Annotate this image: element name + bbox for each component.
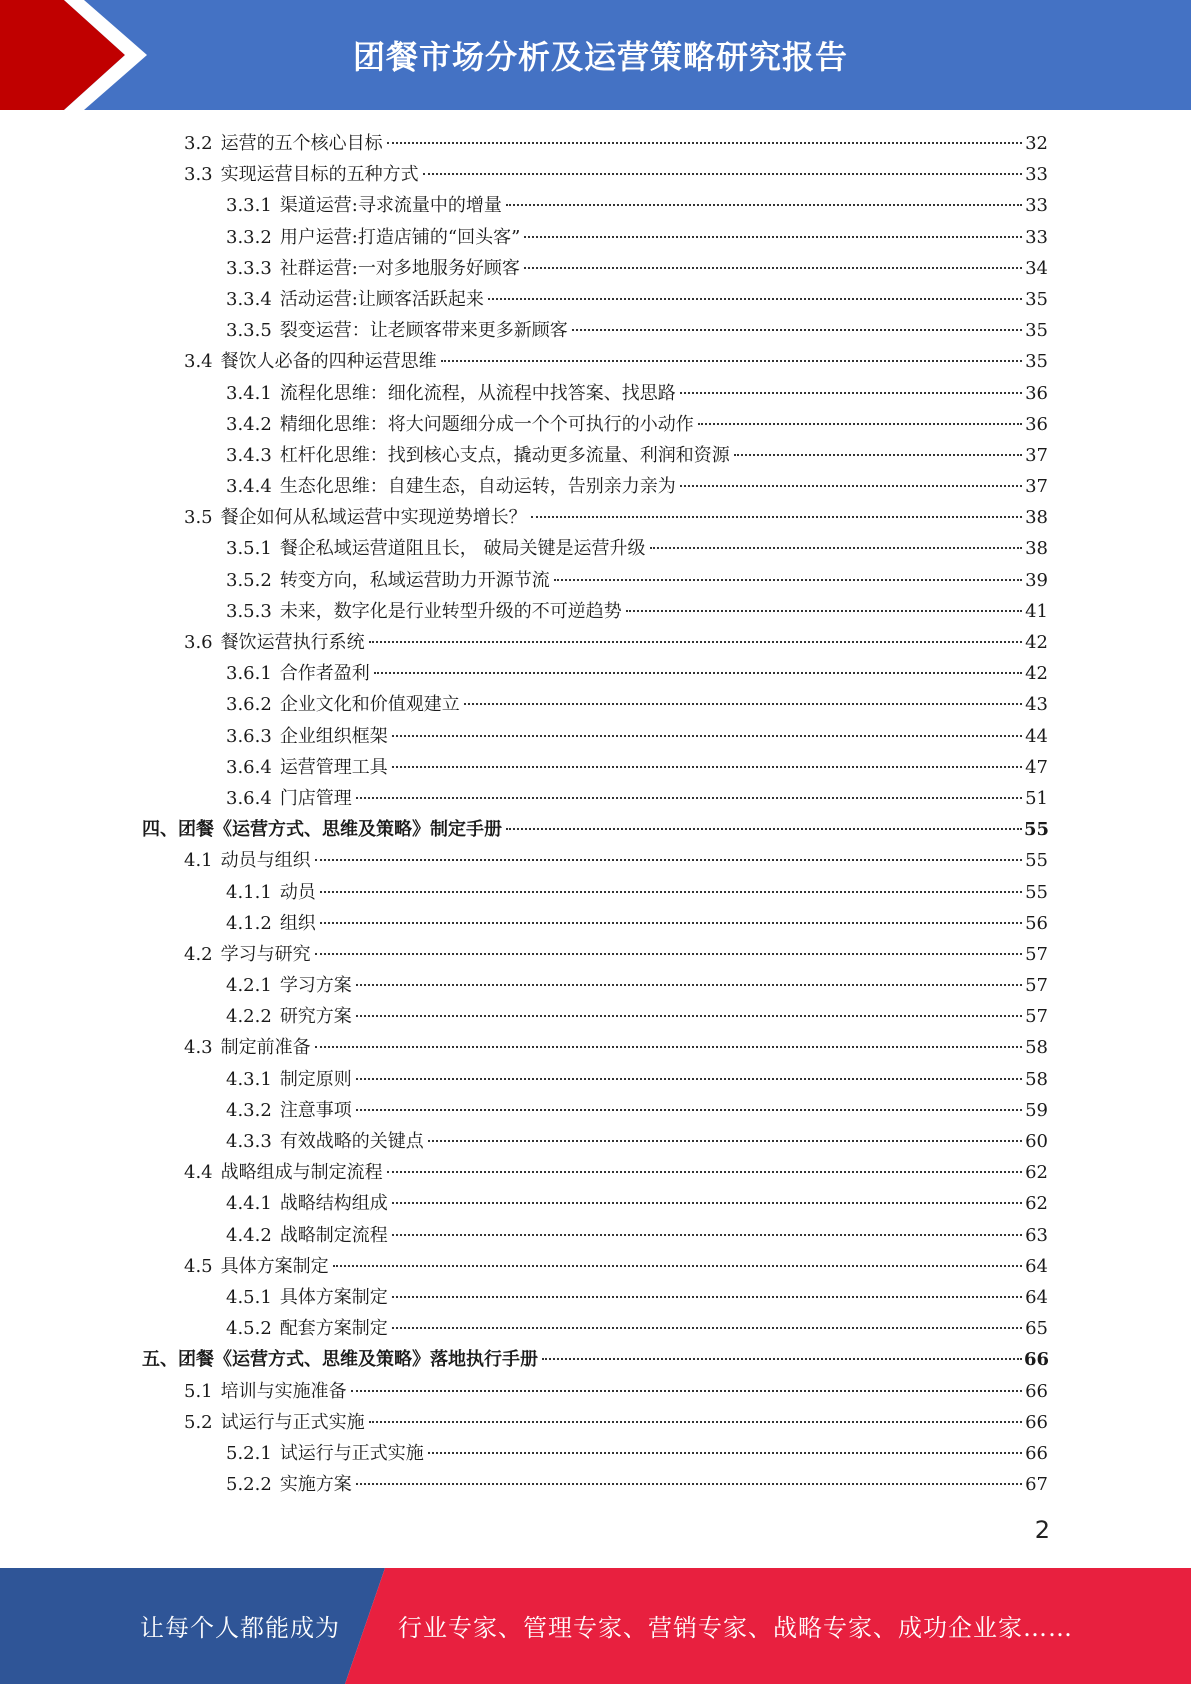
dot-leader: [374, 671, 1022, 674]
toc-entry-label: [226, 783, 354, 814]
toc-entry-title: 有效战略的关键点: [279, 1131, 424, 1152]
toc-entry-number: 3.6.4: [226, 787, 272, 809]
toc-entry[interactable]: [0, 596, 1191, 627]
toc-entry-title: 研究方案: [279, 1006, 352, 1028]
toc-entry-number: 4.3.1: [226, 1068, 272, 1090]
toc-entry-page: 36: [1025, 413, 1048, 435]
toc-entry[interactable]: [0, 222, 1191, 253]
toc-entry-page: 39: [1025, 569, 1048, 591]
footer-slogan-right: 行业专家、管理专家、营销专家、战略专家、成功企业家……: [398, 1614, 1073, 1642]
toc-entry-page: 67: [1025, 1474, 1048, 1496]
toc-entry-label: [226, 1469, 354, 1500]
toc-entry-label: [184, 1157, 385, 1188]
toc-entry-label: [226, 721, 390, 752]
toc-entry-label: [184, 159, 421, 190]
toc-entry-title: 餐饮运营执行系统: [220, 632, 365, 653]
toc-entry-page: 64: [1025, 1255, 1048, 1277]
dot-leader: [356, 1077, 1022, 1080]
toc-entry[interactable]: [0, 346, 1191, 377]
toc-entry-number: 4.4.2: [226, 1224, 272, 1246]
toc-entry-page: 58: [1025, 1068, 1048, 1090]
toc-entry-title: 活动运营:让顾客活跃起来: [279, 288, 484, 310]
toc-entry-page: 57: [1025, 975, 1048, 997]
toc-entry-label: [226, 533, 648, 564]
toc-entry-label: [226, 1438, 426, 1469]
toc-entry[interactable]: [0, 409, 1191, 440]
toc-entry[interactable]: [0, 1313, 1191, 1344]
dot-leader: [369, 640, 1022, 643]
toc-entry[interactable]: [0, 502, 1191, 533]
toc-entry-label: [226, 908, 318, 939]
toc-entry-number: 3.5.3: [226, 600, 272, 622]
toc-entry-page: 33: [1025, 195, 1048, 217]
toc-entry-label: [184, 502, 529, 533]
toc-entry-page: 32: [1025, 133, 1048, 154]
toc-entry-label: [226, 409, 696, 440]
toc-entry[interactable]: [0, 284, 1191, 315]
toc-entry-title: 企业组织框架: [279, 725, 388, 747]
toc-entry-title: 生态化思维：自建生态，自动运转，告别亲力亲为: [279, 476, 676, 498]
toc-entry-number: 5.1: [184, 1380, 213, 1402]
toc-entry-page: 44: [1025, 725, 1048, 747]
toc-entry-page: 57: [1025, 1006, 1048, 1028]
toc-entry-page: 62: [1025, 1193, 1048, 1215]
toc-entry-title: 战略组成与制定流程: [220, 1162, 383, 1184]
toc-entry-title: 用户运营:打造店铺的“回头客”: [279, 226, 521, 248]
toc-entry[interactable]: [0, 1344, 1191, 1375]
toc-entry-page: 37: [1025, 444, 1048, 466]
dot-leader: [387, 141, 1022, 144]
dot-leader: [356, 1108, 1022, 1111]
toc-entry-title: 运营的五个核心目标: [220, 133, 383, 154]
dot-leader: [626, 609, 1022, 612]
toc-entry-label: [226, 565, 552, 596]
toc-entry-title: 实现运营目标的五种方式: [220, 164, 419, 186]
toc-entry[interactable]: [0, 253, 1191, 284]
toc-entry-page: 34: [1025, 257, 1048, 279]
dot-leader: [542, 1357, 1022, 1360]
toc-entry[interactable]: [0, 721, 1191, 752]
toc-entry-title: 餐企私域运营道阻且长， 破局关键是运营升级: [279, 538, 646, 560]
toc-entry-page: 42: [1025, 663, 1048, 685]
toc-entry-page: 57: [1025, 943, 1048, 965]
toc-entry-page: 35: [1025, 351, 1048, 373]
toc-entry[interactable]: [0, 190, 1191, 221]
toc-entry[interactable]: [0, 378, 1191, 409]
toc-entry-number: 3.5.2: [226, 569, 272, 591]
dot-leader: [554, 578, 1022, 581]
dot-leader: [392, 1201, 1022, 1204]
page-number: 2: [1034, 1516, 1050, 1544]
toc-entry[interactable]: [0, 939, 1191, 970]
report-title: 团餐市场分析及运营策略研究报告: [352, 38, 848, 76]
toc-entry-page: 58: [1025, 1037, 1048, 1059]
toc-entry-page: 60: [1025, 1131, 1048, 1152]
toc-entry-page: 62: [1025, 1162, 1048, 1184]
toc-entry[interactable]: [0, 471, 1191, 502]
toc-entry[interactable]: [0, 752, 1191, 783]
dot-leader: [698, 422, 1022, 425]
toc-entry-title: 四、团餐《运营方式、思维及策略》制定手册: [142, 819, 502, 841]
toc-entry[interactable]: [0, 1282, 1191, 1313]
toc-entry-number: 4.3: [184, 1037, 213, 1059]
toc-entry-label: [226, 689, 462, 720]
dot-leader: [464, 702, 1022, 705]
toc-entry-title: 制定原则: [279, 1068, 352, 1090]
toc-entry-page: 47: [1025, 756, 1048, 778]
toc-entry-number: 3.3.5: [226, 320, 272, 342]
toc-entry-page: 33: [1025, 226, 1048, 248]
toc-entry-label: [226, 1188, 390, 1219]
toc-entry-label: [184, 845, 313, 876]
toc-entry-title: 实施方案: [279, 1474, 352, 1496]
dot-leader: [315, 858, 1022, 861]
dot-leader: [351, 1389, 1022, 1392]
toc-entry[interactable]: [0, 970, 1191, 1001]
toc-entry-number: 4.3.3: [226, 1131, 272, 1152]
toc-entry-title: 试运行与正式实施: [220, 1411, 365, 1433]
toc-entry[interactable]: [0, 783, 1191, 814]
toc-entry-label: [184, 128, 385, 159]
toc-entry[interactable]: [0, 1220, 1191, 1251]
toc-entry-label: [226, 440, 732, 471]
toc-entry-number: 4.1.2: [226, 912, 272, 934]
toc-entry-number: 3.3.4: [226, 288, 272, 310]
toc-entry-number: 4.4: [184, 1162, 213, 1184]
dot-leader: [524, 235, 1022, 238]
toc-entry-title: 试运行与正式实施: [279, 1442, 424, 1464]
footer-slogan-left: 让每个人都能成为: [140, 1614, 340, 1642]
toc-entry-label: [226, 284, 486, 315]
toc-entry-title: 精细化思维：将大问题细分成一个个可执行的小动作: [279, 413, 694, 435]
dot-leader: [356, 1014, 1022, 1017]
toc-entry-label: [226, 658, 372, 689]
toc-entry-page: 64: [1025, 1286, 1048, 1308]
dot-leader: [441, 359, 1022, 362]
toc-entry-label: [226, 970, 354, 1001]
toc-entry-label: [184, 1251, 331, 1282]
toc-entry-title: 渠道运营:寻求流量中的增量: [279, 195, 502, 217]
toc-entry-page: 35: [1025, 288, 1048, 310]
page-footer: [0, 1568, 1191, 1684]
toc-entry-title: 具体方案制定: [220, 1255, 329, 1277]
toc-entry-label: [142, 1344, 540, 1375]
toc-entry-title: 战略结构组成: [279, 1193, 388, 1215]
toc-entry-page: 37: [1025, 476, 1048, 498]
toc-entry[interactable]: [0, 159, 1191, 190]
toc-entry-label: [226, 1095, 354, 1126]
toc-entry-label: [226, 1126, 426, 1157]
toc-entry-page: 42: [1025, 632, 1048, 653]
toc-entry-page: 66: [1025, 1442, 1048, 1464]
toc-entry-number: 5.2.2: [226, 1474, 272, 1496]
toc-entry[interactable]: [0, 1438, 1191, 1469]
dot-leader: [369, 1420, 1022, 1423]
toc-entry-page: 55: [1025, 850, 1048, 872]
dot-leader: [734, 453, 1022, 456]
toc-entry-page: 55: [1025, 881, 1048, 903]
toc-entry-number: 3.6.2: [226, 694, 272, 716]
toc-entry-title: 制定前准备: [220, 1037, 311, 1059]
toc-entry-label: [226, 1001, 354, 1032]
dot-leader: [392, 734, 1022, 737]
toc-entry-title: 具体方案制定: [279, 1286, 388, 1308]
toc-entry-number: 4.1.1: [226, 881, 272, 903]
dot-leader: [320, 890, 1022, 893]
toc-entry-label: [226, 471, 678, 502]
toc-entry-label: [226, 1064, 354, 1095]
toc-entry-label: [226, 1313, 390, 1344]
toc-entry-number: 3.5.1: [226, 538, 272, 560]
dot-leader: [531, 515, 1022, 518]
toc-entry-number: 3.3: [184, 164, 213, 186]
dot-leader: [392, 1233, 1022, 1236]
toc-entry-page: 55: [1024, 819, 1050, 841]
toc-entry[interactable]: [0, 533, 1191, 564]
toc-entry-number: 4.3.2: [226, 1099, 272, 1121]
toc-entry[interactable]: [0, 877, 1191, 908]
dot-leader: [506, 827, 1022, 830]
toc-entry-title: 学习与研究: [220, 943, 311, 965]
toc-entry-number: 4.5: [184, 1255, 213, 1277]
toc-entry-label: [184, 346, 439, 377]
toc-entry[interactable]: [0, 689, 1191, 720]
toc-entry-title: 五、团餐《运营方式、思维及策略》落地执行手册: [142, 1349, 538, 1371]
toc-entry-title: 杠杆化思维：找到核心支点，撬动更多流量、利润和资源: [279, 444, 730, 466]
toc-entry-label: [226, 596, 624, 627]
toc-entry[interactable]: [0, 1032, 1191, 1063]
toc-entry-page: 63: [1025, 1224, 1048, 1246]
toc-entry-number: 4.2: [184, 943, 213, 965]
toc-entry-page: 38: [1025, 507, 1048, 529]
dot-leader: [315, 952, 1022, 955]
toc-entry-title: 门店管理: [279, 787, 352, 809]
toc-entry-title: 餐饮人必备的四种运营思维: [220, 351, 437, 373]
toc-entry-page: 33: [1025, 164, 1048, 186]
toc-entry-page: 66: [1025, 1411, 1048, 1433]
toc-entry-number: 3.4: [184, 351, 213, 373]
toc-entry[interactable]: [0, 1001, 1191, 1032]
toc-entry-label: [226, 752, 390, 783]
toc-entry[interactable]: [0, 1407, 1191, 1438]
toc-entry-page: 65: [1025, 1318, 1048, 1340]
dot-leader: [333, 1264, 1022, 1267]
toc-entry-number: 3.3.1: [226, 195, 272, 217]
toc-entry-page: 41: [1025, 600, 1048, 622]
toc-entry-title: 运营管理工具: [279, 756, 388, 778]
toc-entry-label: [184, 1376, 349, 1407]
toc-entry-number: 3.3.2: [226, 226, 272, 248]
toc-entry-page: 43: [1025, 694, 1048, 716]
toc-entry-label: [184, 939, 313, 970]
dot-leader: [428, 1451, 1022, 1454]
toc-entry-title: 企业文化和价值观建立: [279, 694, 460, 716]
toc-entry-label: [226, 378, 678, 409]
toc-entry-title: 学习方案: [279, 975, 352, 997]
toc-entry[interactable]: [0, 1157, 1191, 1188]
toc-entry[interactable]: [0, 845, 1191, 876]
dot-leader: [650, 546, 1022, 549]
dot-leader: [356, 796, 1022, 799]
toc-entry[interactable]: [0, 1376, 1191, 1407]
toc-entry-number: 3.4.4: [226, 476, 272, 498]
dot-leader: [680, 391, 1022, 394]
dot-leader: [506, 203, 1022, 206]
toc-entry-number: 5.2.1: [226, 1442, 272, 1464]
toc-entry[interactable]: [0, 1188, 1191, 1219]
toc-entry-label: [226, 222, 522, 253]
dot-leader: [387, 1170, 1022, 1173]
toc-entry-label: [226, 315, 570, 346]
toc-entry[interactable]: [0, 565, 1191, 596]
toc-entry-number: 3.6.4: [226, 756, 272, 778]
toc-entry-page: 66: [1024, 1349, 1050, 1371]
table-of-contents: [0, 128, 1191, 1500]
toc-entry[interactable]: [0, 128, 1191, 159]
toc-entry-number: 4.2.1: [226, 975, 272, 997]
toc-entry[interactable]: [0, 315, 1191, 346]
toc-entry-title: 未来，数字化是行业转型升级的不可逆趋势: [279, 600, 622, 622]
toc-entry-title: 转变方向，私域运营助力开源节流: [279, 569, 550, 591]
toc-entry-page: 36: [1025, 382, 1048, 404]
toc-entry-page: 51: [1025, 787, 1048, 809]
toc-entry-number: 3.4.2: [226, 413, 272, 435]
toc-entry-page: 66: [1025, 1380, 1048, 1402]
toc-entry[interactable]: [0, 1469, 1191, 1500]
page-header: [0, 0, 1191, 110]
dot-leader: [488, 297, 1022, 300]
toc-entry-label: [226, 1220, 390, 1251]
dot-leader: [356, 1482, 1022, 1485]
toc-entry-number: 3.5: [184, 507, 213, 529]
toc-entry-number: 4.4.1: [226, 1193, 272, 1215]
toc-entry-title: 动员与组织: [220, 850, 311, 872]
toc-entry[interactable]: [0, 627, 1191, 658]
toc-entry-number: 5.2: [184, 1411, 213, 1433]
toc-entry-title: 培训与实施准备: [220, 1380, 347, 1402]
dot-leader: [572, 328, 1022, 331]
toc-entry[interactable]: [0, 814, 1191, 845]
toc-entry-number: 4.1: [184, 850, 213, 872]
toc-entry-title: 配套方案制定: [279, 1318, 388, 1340]
toc-entry[interactable]: [0, 1251, 1191, 1282]
toc-entry-title: 合作者盈利: [279, 663, 370, 685]
toc-entry-title: 组织: [279, 912, 316, 934]
dot-leader: [356, 983, 1022, 986]
toc-entry[interactable]: [0, 440, 1191, 471]
toc-entry[interactable]: [0, 908, 1191, 939]
toc-entry-title: 流程化思维：细化流程，从流程中找答案、找思路: [279, 382, 676, 404]
dot-leader: [315, 1045, 1022, 1048]
dot-leader: [428, 1139, 1022, 1142]
toc-entry-label: [184, 627, 367, 658]
toc-entry-number: 3.4.3: [226, 444, 272, 466]
toc-entry-label: [184, 1032, 313, 1063]
toc-entry-label: [226, 877, 318, 908]
toc-entry[interactable]: [0, 658, 1191, 689]
toc-entry-page: 35: [1025, 320, 1048, 342]
toc-entry-number: 3.4.1: [226, 382, 272, 404]
toc-entry-label: [184, 1407, 367, 1438]
toc-entry-number: 3.6.3: [226, 725, 272, 747]
toc-entry-number: 3.6.1: [226, 663, 272, 685]
dot-leader: [423, 172, 1022, 175]
toc-entry-number: 3.3.3: [226, 257, 272, 279]
toc-entry-label: [226, 1282, 390, 1313]
toc-entry-label: [226, 190, 504, 221]
dot-leader: [392, 1326, 1022, 1329]
toc-entry-title: 注意事项: [279, 1099, 352, 1121]
toc-entry[interactable]: [0, 1064, 1191, 1095]
toc-entry-number: 4.2.2: [226, 1006, 272, 1028]
toc-entry-title: 社群运营:一对多地服务好顾客: [279, 257, 520, 279]
toc-entry-title: 裂变运营：让老顾客带来更多新顾客: [279, 320, 568, 342]
toc-entry-page: 59: [1025, 1099, 1048, 1121]
toc-entry-page: 38: [1025, 538, 1048, 560]
toc-entry-number: 3.6: [184, 632, 213, 653]
toc-entry-number: 3.2: [184, 133, 213, 154]
toc-entry[interactable]: [0, 1126, 1191, 1157]
dot-leader: [680, 484, 1022, 487]
dot-leader: [392, 1295, 1022, 1298]
dot-leader: [320, 921, 1022, 924]
toc-entry-title: 餐企如何从私域运营中实现逆势增长？: [220, 507, 527, 529]
toc-entry-number: 4.5.2: [226, 1318, 272, 1340]
toc-entry-label: [142, 814, 504, 845]
toc-entry-title: 战略制定流程: [279, 1224, 388, 1246]
dot-leader: [392, 765, 1022, 768]
dot-leader: [524, 266, 1022, 269]
toc-entry[interactable]: [0, 1095, 1191, 1126]
toc-entry-label: [226, 253, 522, 284]
toc-entry-number: 4.5.1: [226, 1286, 272, 1308]
toc-entry-title: 动员: [279, 881, 316, 903]
toc-entry-page: 56: [1025, 912, 1048, 934]
